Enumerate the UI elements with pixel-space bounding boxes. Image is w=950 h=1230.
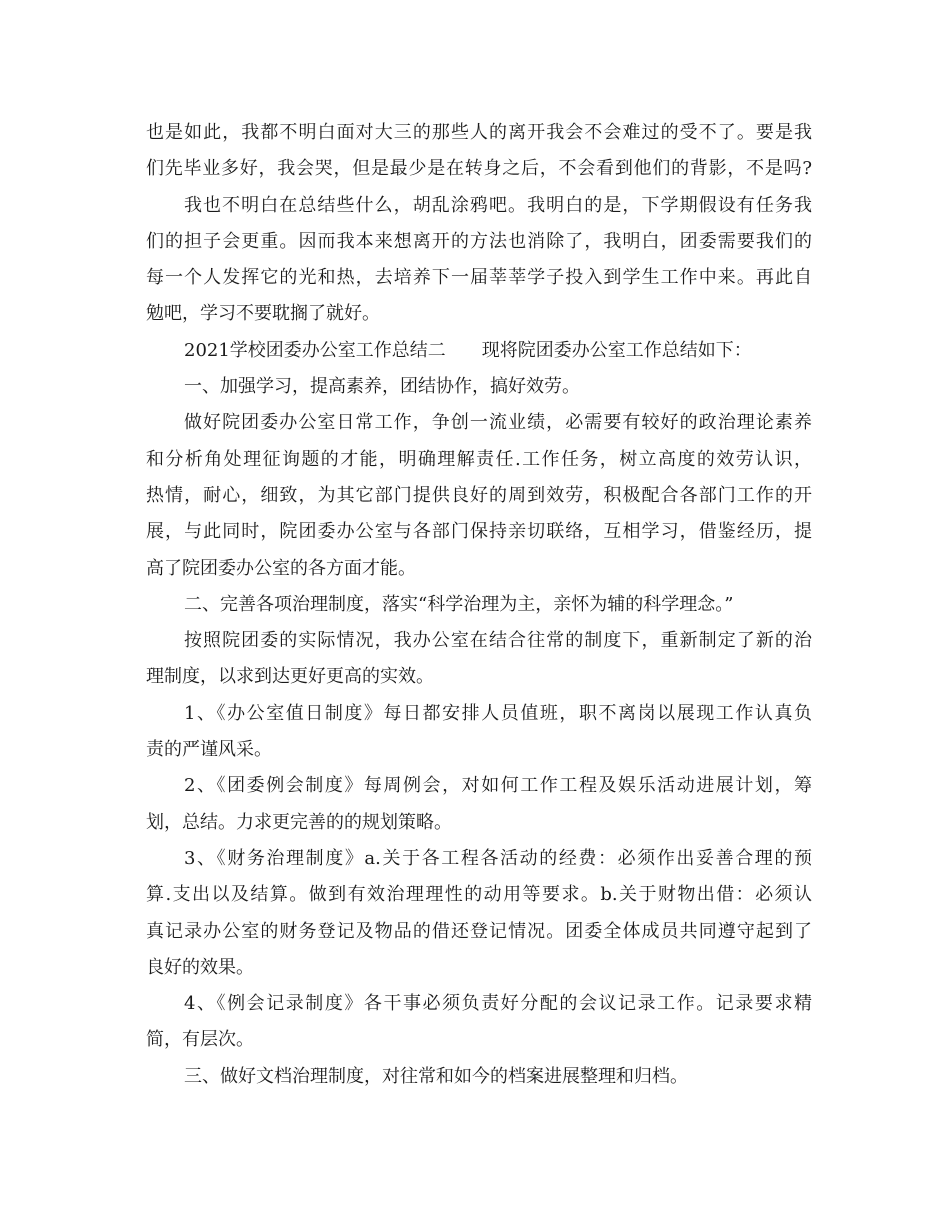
text-line: 划，总结。力求更完善的的规划策略。 <box>146 811 452 833</box>
text-line: 真记录办公室的财务登记及物品的借还登记情况。团委全体成员共同遵守起到了 <box>146 920 812 942</box>
text-line: 热情，耐心，细致，为其它部门提供良好的周到效劳，积极配合各部门工作的开 <box>146 484 812 506</box>
document-body <box>146 115 812 1095</box>
text-line: 勉吧，学习不要耽搁了就好。 <box>146 303 380 325</box>
list-item-line: 1、《办公室值日制度》每日都安排人员值班，职不离岗以展现工作认真负 <box>184 702 812 724</box>
text-line: 们先毕业多好，我会哭，但是最少是在转身之后，不会看到他们的背影，不是吗? <box>146 158 812 180</box>
list-item-line: 2、《团委例会制度》每周例会，对如何工作工程及娱乐活动进展计划，筹 <box>184 775 812 797</box>
list-item-line: 3、《财务治理制度》a.关于各工程各活动的经费：必须作出妥善合理的预 <box>184 847 812 869</box>
text-line: 也是如此，我都不明白面对大三的那些人的离开我会不会难过的受不了。要是我 <box>146 122 812 143</box>
heading-line: 一、加强学习，提高素养，团结协作，搞好效劳。 <box>184 376 580 398</box>
text-line: 责的严谨风采。 <box>146 739 272 761</box>
text-line: 算.支出以及结算。做到有效治理理性的动用等要求。b.关于财物出借：必须认 <box>146 884 812 906</box>
text-line: 简，有层次。 <box>146 1029 254 1051</box>
section-title-line: 2021学校团委办公室工作总结二 现将院团委办公室工作总结如下： <box>184 339 752 361</box>
paragraph-start-line: 我也不明白在总结些什么，胡乱涂鸦吧。我明白的是，下学期假设有任务我 <box>184 194 812 216</box>
text-line: 展，与此同时，院团委办公室与各部门保持亲切联络，互相学习，借鉴经历，提 <box>146 521 812 543</box>
text-line: 理制度，以求到达更好更高的实效。 <box>146 666 434 688</box>
text-line: 和分析角处理征询题的才能，明确理解责任.工作任务，树立高度的效劳认识， <box>146 448 812 470</box>
paragraph-start-line: 做好院团委办公室日常工作，争创一流业绩，必需要有较好的政治理论素养 <box>184 412 812 434</box>
text-line: 每一个人发挥它的光和热，去培养下一届莘莘学子投入到学生工作中来。再此自 <box>146 267 812 289</box>
heading-line: 三、做好文档治理制度，对往常和如今的档案进展整理和归档。 <box>184 1065 688 1087</box>
text-line: 高了院团委办公室的各方面才能。 <box>146 557 416 579</box>
text-line: 良好的效果。 <box>146 956 254 978</box>
list-item-line: 4、《例会记录制度》各干事必须负责好分配的会议记录工作。记录要求精 <box>184 993 812 1015</box>
text-line: 们的担子会更重。因而我本来想离开的方法也消除了，我明白，团委需要我们的 <box>146 230 812 252</box>
heading-line: 二、完善各项治理制度，落实“科学治理为主，亲怀为辅的科学理念。” <box>184 593 734 615</box>
paragraph-start-line: 按照院团委的实际情况，我办公室在结合往常的制度下，重新制定了新的治 <box>184 630 812 652</box>
